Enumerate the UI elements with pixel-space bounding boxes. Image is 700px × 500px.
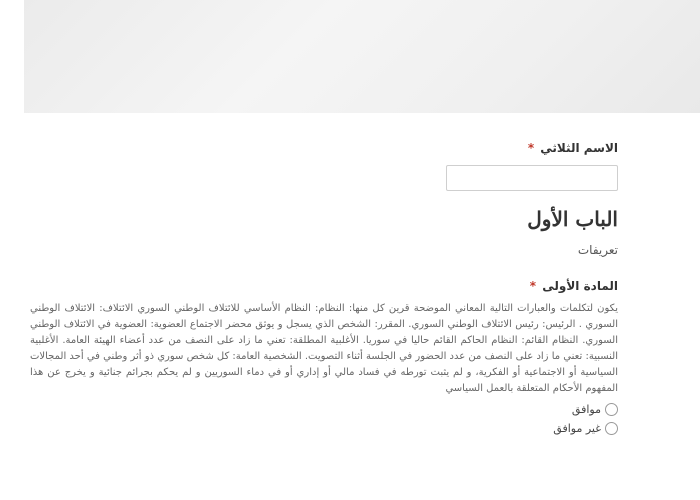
chapter-subtitle: تعريفات [577,243,618,257]
required-star: * [527,141,535,155]
radio-agree[interactable] [605,403,618,416]
chapter-title: الباب الأول [527,207,618,231]
option-disagree-label: غير موافق [553,422,601,435]
name-field-label-text: الاسم الثلاثي [540,141,618,155]
answer-options [30,403,618,435]
article-label-text: المادة الأولى [542,279,618,293]
name-field-label [30,141,618,155]
full-name-input[interactable] [446,165,618,191]
article-body-text: يكون لتكلمات والعبارات التالية المعاني الموضحة قرين كل منها: النظام: النظام الأساسي للائتلاف الوطني السوري الائتلاف: الائتلاف الوطني السوري . الرئيس: رئيس الائتلاف الوطني السوري. المقرر: الشخص الذي يسجل و يوثق محضر الاجتماع العضوية: العضوية في الائتلاف الوطني السوري. النظام القائم: النظام الحاكم القائم حاليا في سوريا. الأغلبية المطلقة: تعني ما زاد على النصف من عدد أعضاء الهيئة العامة. الأغلبية النسبية: تعني ما زاد على النصف من عدد الحضور في الجلسة أثناء التصويت. الشخصية العامة: كل شخص سوري ذو أثر وطني في أحد المجالات السياسية أو الاجتماعية أو الفكرية، و لم يثبت تورطه في فساد مالي أو إداري أو في دماء السوريين و لم يحكم بجرائم جنائية و يخرج عن هذا المفهوم الأحكام المتعلقة بالعمل السياسي [30,303,618,394]
radio-disagree[interactable] [605,422,618,435]
option-agree-label: موافق [571,403,601,416]
option-disagree[interactable] [30,422,618,435]
article-label [30,279,618,293]
option-agree[interactable] [30,403,618,416]
survey-form [20,113,700,500]
header-banner-image [24,0,700,113]
required-star: * [529,279,537,293]
